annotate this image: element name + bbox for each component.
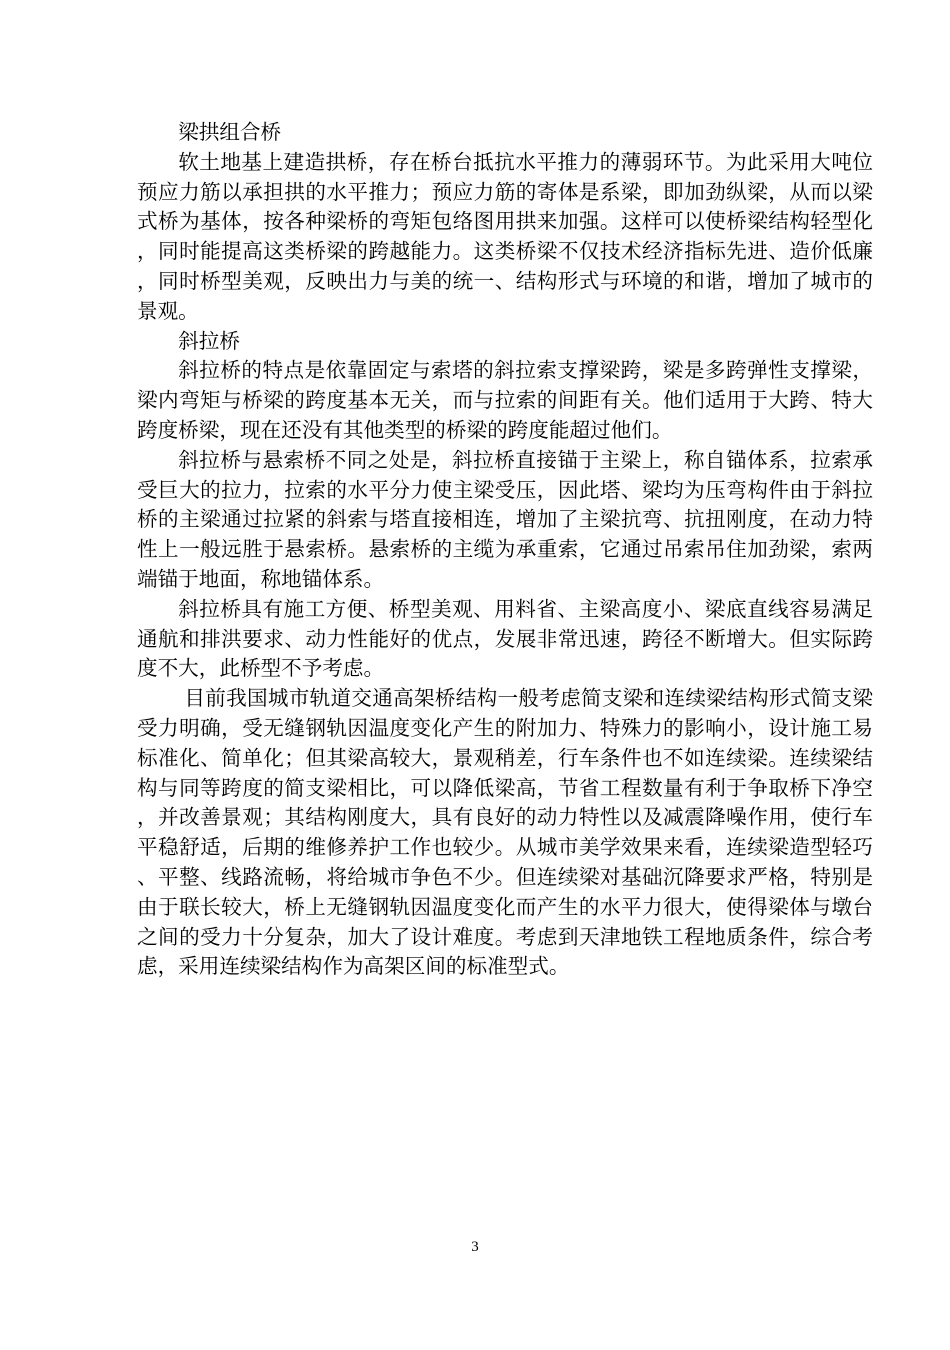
page-number: 3: [471, 1239, 479, 1255]
section-heading-cable-stayed-bridge: 斜拉桥: [178, 328, 240, 353]
paragraph-cable-stayed-vs-suspension: 斜拉桥与悬索桥不同之处是，斜拉桥直接锚于主梁上，称自锚体系，拉索承受巨大的拉力，拉索的水平分力使主梁受压，因此塔、梁均为压弯构件由于斜拉桥的主梁通过拉紧的斜索与塔直接相连，增加了主梁抗弯、抗扭刚度，在动力特性上一般远胜于悬索桥。悬索桥的主缆为承重索，它通过吊索吊住加劲梁，索两端锚于地面，称地锚体系。: [137, 447, 873, 591]
paragraph-beam-arch-bridge: 软土地基上建造拱桥，存在桥台抵抗水平推力的薄弱环节。为此采用大吨位预应力筋以承担拱的水平推力；预应力筋的寄体是系梁，即加劲纵梁，从而以梁式桥为基体，按各种梁桥的弯矩包络图用拱来加强。这样可以使桥梁结构轻型化，同时能提高这类桥梁的跨越能力。这类桥梁不仅技术经济指标先进、造价低廉，同时桥型美观，反映出力与美的统一、结构形式与环境的和谐，增加了城市的景观。: [137, 149, 873, 323]
paragraph-elevated-structure-selection: 目前我国城市轨道交通高架桥结构一般考虑简支梁和连续梁结构形式简支梁受力明确，受无缝钢轨因温度变化产生的附加力、特殊力的影响小，设计施工易标准化、简单化；但其梁高较大，景观稍差，行车条件也不如连续梁。连续梁结构与同等跨度的简支梁相比，可以降低梁高，节省工程数量有利于争取桥下净空，并改善景观；其结构刚度大，具有良好的动力特性以及减震降噪作用，使行车平稳舒适，后期的维修养护工作也较少。从城市美学效果来看，连续梁造型轻巧、平整、线路流畅，将给城市争色不少。但连续梁对基础沉降要求严格，特别是由于联长较大，桥上无缝钢轨因温度变化而产生的水平力很大，使得梁体与墩台之间的受力十分复杂，加大了设计难度。考虑到天津地铁工程地质条件，综合考虑，采用连续梁结构作为高架区间的标准型式。: [137, 686, 873, 979]
document-body: [137, 118, 873, 982]
section-heading-beam-arch-bridge: 梁拱组合桥: [178, 120, 282, 144]
paragraph-cable-stayed-features: 斜拉桥的特点是依靠固定与索塔的斜拉索支撑梁跨，梁是多跨弹性支撑梁，梁内弯矩与桥梁的跨度基本无关，而与拉索的间距有关。他们适用于大跨、特大跨度桥梁，现在还没有其他类型的桥梁的跨度能超过他们。: [137, 358, 873, 442]
paragraph-cable-stayed-advantages: 斜拉桥具有施工方便、桥型美观、用料省、主梁高度小、梁底直线容易满足通航和排洪要求、动力性能好的优点，发展非常迅速，跨径不断增大。但实际跨度不大，此桥型不予考虑。: [137, 596, 873, 681]
